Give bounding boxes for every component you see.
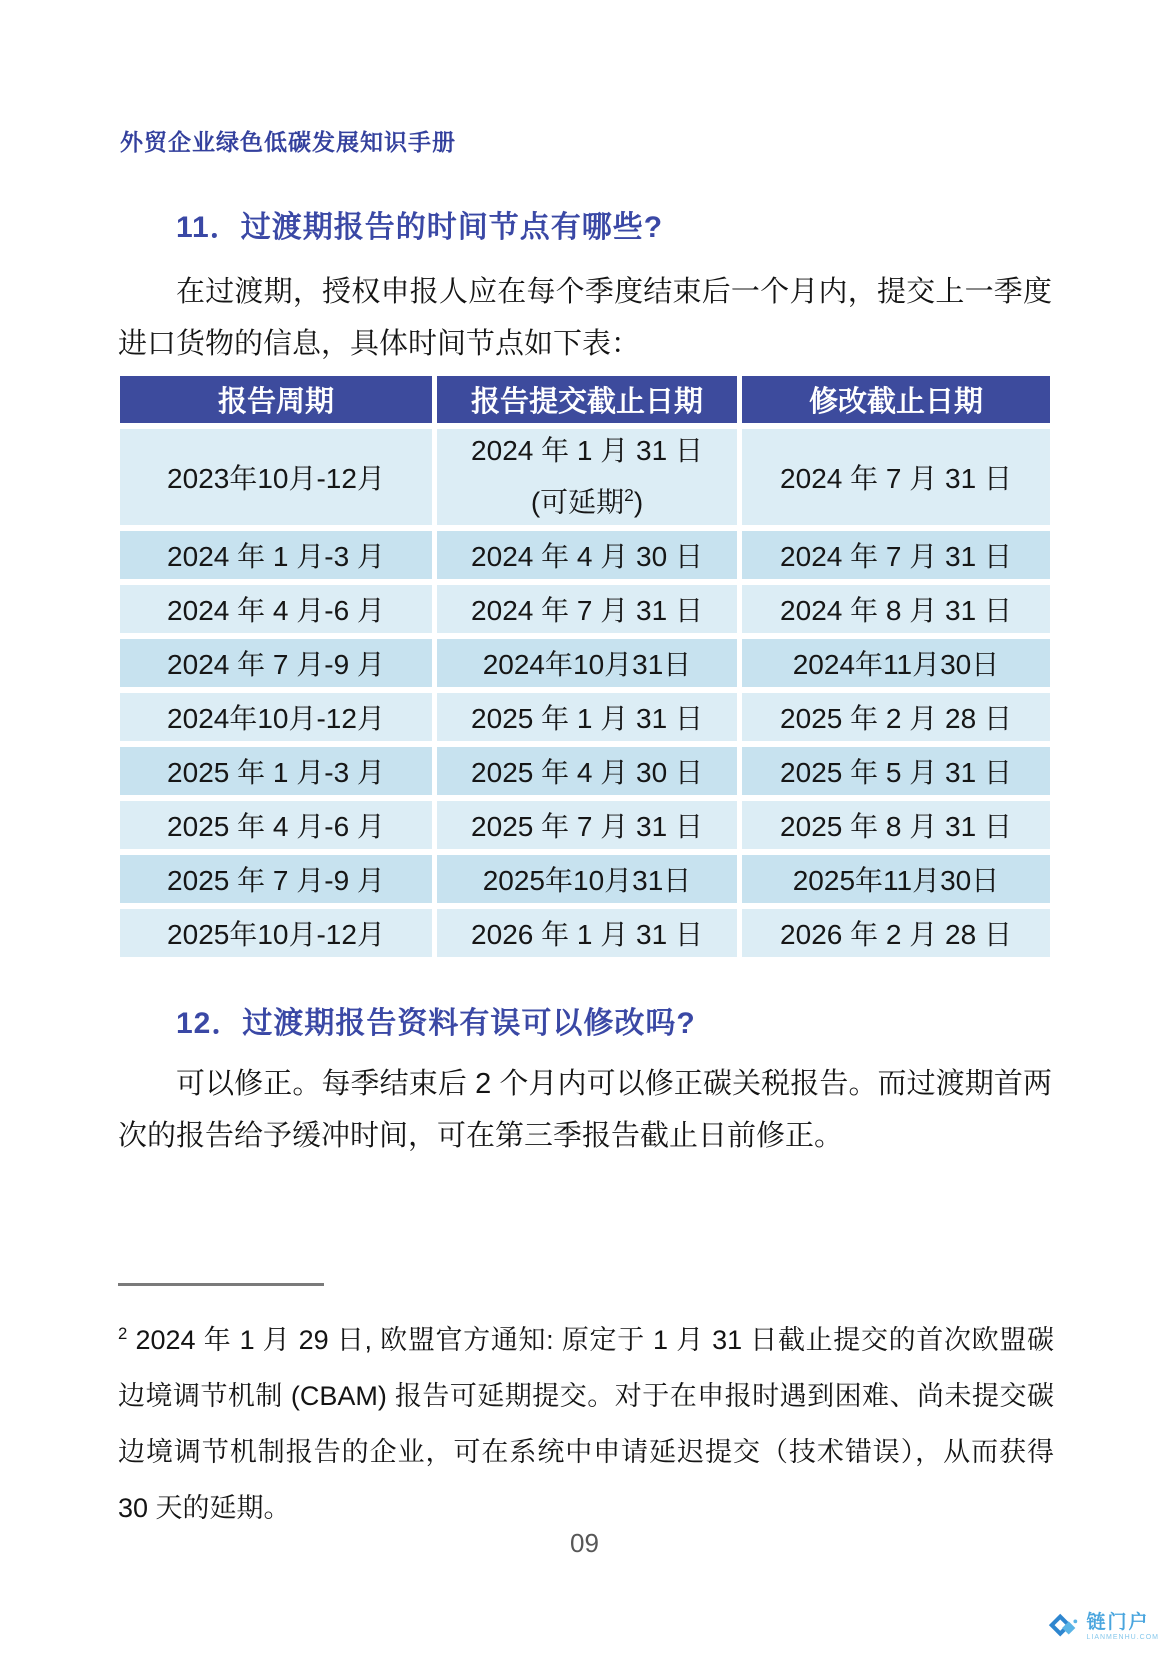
cell-revision: 2024 年 8 月 31 日 (742, 585, 1050, 633)
footnote-marker: 2 (118, 1324, 128, 1343)
footnote-divider (118, 1283, 324, 1286)
section-11-heading: 11．过渡期报告的时间节点有哪些? (176, 211, 664, 244)
deadline-date: 2024 年 1 月 31 日 (471, 435, 703, 467)
table-row (120, 747, 1050, 795)
doc-header-title: 外贸企业绿色低碳发展知识手册 (120, 129, 456, 155)
logo-text (1086, 1613, 1159, 1641)
header-cell-revision: 修改截止日期 (742, 376, 1050, 423)
cell-period: 2023年10月-12月 (120, 429, 432, 525)
section-12-paragraph: 可以修正。每季结束后 2 个月内可以修正碳关税报告。而过渡期首两次的报告给予缓冲时间，可在第三季报告截止日前修正。 (118, 1068, 1052, 1152)
cell-period: 2025年10月-12月 (120, 909, 432, 957)
cell-period: 2024 年 4 月-6 月 (120, 585, 432, 633)
cell-deadline (437, 429, 737, 525)
site-logo (1047, 1610, 1159, 1644)
cell-period: 2024年10月-12月 (120, 693, 432, 741)
deadline-note: (可延期$^2$) (530, 485, 644, 518)
table-row (120, 585, 1050, 633)
cell-revision: 2024 年 7 月 31 日 (742, 531, 1050, 579)
table-row (120, 639, 1050, 687)
table-row (120, 531, 1050, 579)
cell-deadline: 2025 年 4 月 30 日 (437, 747, 737, 795)
table-header-row (120, 376, 1050, 423)
page-number: 09 (570, 1528, 599, 1558)
table-row (120, 855, 1050, 903)
header-cell-period: 报告周期 (120, 376, 432, 423)
logo-name: 链门户 (1086, 1612, 1150, 1633)
cell-revision: 2024 年 7 月 31 日 (742, 429, 1050, 525)
cell-revision: 2025 年 5 月 31 日 (742, 747, 1050, 795)
footnote-text: 2024 年 1 月 29 日, 欧盟官方通知: 原定于 1 月 31 日截止提交的首次欧盟碳边境调节机制 (CBAM) 报告可延期提交。对于在申报时遇到困难、尚未提交碳边境调节机制报告的企业，可在系统中申请延迟提交（技术错误），从而获得 30 天的延期。 (118, 1325, 1054, 1523)
deadline-table (115, 370, 1055, 963)
section-12-heading: 12．过渡期报告资料有误可以修改吗? (176, 1007, 696, 1040)
table-row (120, 801, 1050, 849)
cell-period: 2025 年 4 月-6 月 (120, 801, 432, 849)
cell-period: 2024 年 1 月-3 月 (120, 531, 432, 579)
table-row (120, 693, 1050, 741)
footnote-ref: 2 (624, 485, 634, 506)
cell-revision: 2025 年 2 月 28 日 (742, 693, 1050, 741)
footnote (118, 1306, 1054, 1536)
cell-deadline: 2026 年 1 月 31 日 (437, 909, 737, 957)
cell-period: 2025 年 7 月-9 月 (120, 855, 432, 903)
cell-deadline: 2024年10月31日 (437, 639, 737, 687)
cell-period: 2024 年 7 月-9 月 (120, 639, 432, 687)
cell-deadline: 2024 年 7 月 31 日 (437, 585, 737, 633)
cell-period: 2025 年 1 月-3 月 (120, 747, 432, 795)
table-row (120, 429, 1050, 525)
logo-subtext: LIANMENHU.COM (1086, 1634, 1159, 1641)
cell-deadline: 2024 年 4 月 30 日 (437, 531, 737, 579)
cell-deadline: 2025年10月31日 (437, 855, 737, 903)
table-row (120, 909, 1050, 957)
cell-revision: 2025 年 8 月 31 日 (742, 801, 1050, 849)
cell-deadline: 2025 年 7 月 31 日 (437, 801, 737, 849)
logo-diamond-icon (1047, 1610, 1081, 1644)
section-11-paragraph: 在过渡期，授权申报人应在每个季度结束后一个月内，提交上一季度进口货物的信息，具体时间节点如下表： (118, 276, 1052, 360)
cell-revision: 2024年11月30日 (742, 639, 1050, 687)
cell-revision: 2026 年 2 月 28 日 (742, 909, 1050, 957)
cell-revision: 2025年11月30日 (742, 855, 1050, 903)
header-cell-deadline: 报告提交截止日期 (437, 376, 737, 423)
cell-deadline: 2025 年 1 月 31 日 (437, 693, 737, 741)
